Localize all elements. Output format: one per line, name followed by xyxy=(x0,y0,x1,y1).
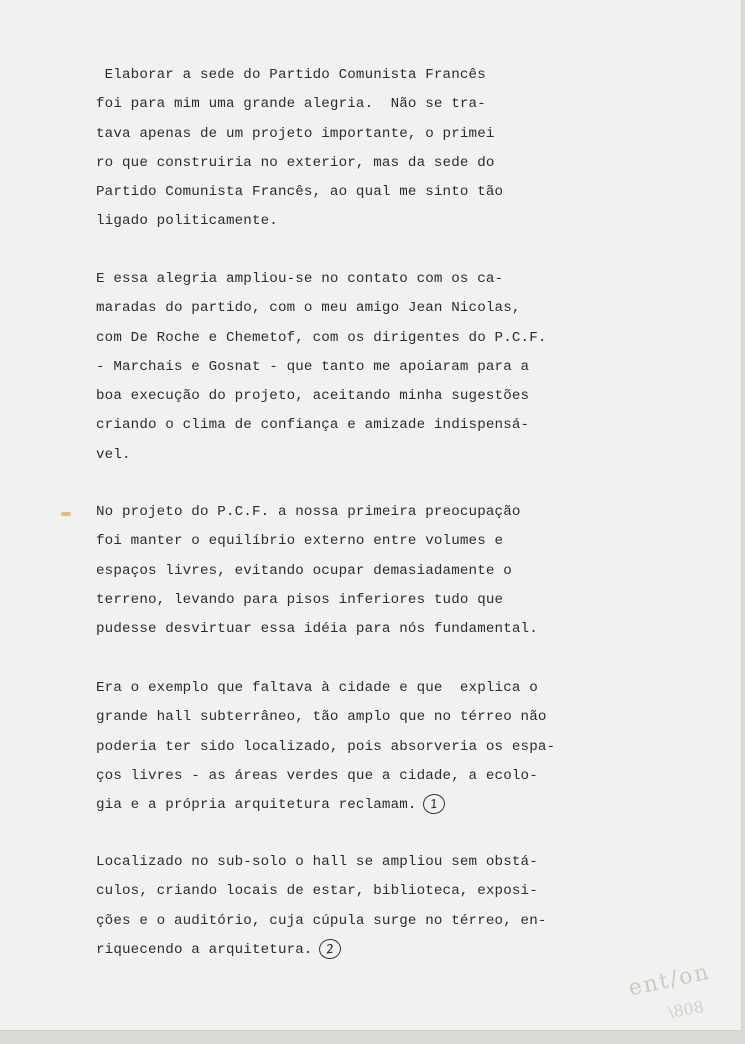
paragraph-4 xyxy=(96,674,555,820)
margin-note-2: \808 xyxy=(666,997,706,1022)
text-line: - Marchais e Gosnat - que tanto me apoiaram para a xyxy=(96,358,530,375)
text-line: maradas do partido, com o meu amigo Jean Nicolas, xyxy=(96,300,521,317)
text-line: foi manter o equilíbrio externo entre volumes e xyxy=(96,533,504,550)
footnote-mark-1: 1 xyxy=(421,793,446,816)
text-line: Localizado no sub-solo o hall se ampliou sem obstá- xyxy=(96,854,538,870)
text-line: ligado politicamente. xyxy=(96,213,278,230)
text-line: foi para mim uma grande alegria. Não se tra- xyxy=(96,96,486,113)
footnote-mark-2: 2 xyxy=(317,938,342,961)
text-line: boa execução do projeto, aceitando minha sugestões xyxy=(96,388,530,405)
text-line: No projeto do P.C.F. a nossa primeira preocupação xyxy=(96,504,521,520)
paragraph-3 xyxy=(96,498,538,644)
text-line: ro que construiria no exterior, mas da sede do xyxy=(96,154,495,171)
text-line: culos, criando locais de estar, biblioteca, exposi- xyxy=(96,883,538,900)
text-line: tava apenas de um projeto importante, o primei xyxy=(96,125,495,142)
text-line: terreno, levando para pisos inferiores tudo que xyxy=(96,591,504,608)
text-line: com De Roche e Chemetof, com os dirigentes do P.C.F. xyxy=(96,329,547,346)
highlighter-dot xyxy=(61,512,71,516)
text-line: grande hall subterrâneo, tão amplo que no térreo não xyxy=(96,709,547,726)
text-line: Elaborar a sede do Partido Comunista Francês xyxy=(96,67,486,83)
text-line: ços livres - as áreas verdes que a cidade, a ecolo- xyxy=(96,767,538,784)
paragraph-2 xyxy=(96,265,547,470)
text-line: poderia ter sido localizado, pois absorveria os espa- xyxy=(96,738,556,755)
paragraph-1 xyxy=(96,61,503,237)
text-line: criando o clima de confiança e amizade indispensá- xyxy=(96,417,530,434)
text-line: Era o exemplo que faltava à cidade e que explica o xyxy=(96,680,538,696)
text-line: vel. xyxy=(96,446,131,463)
text-line: gia e a própria arquitetura reclamam. xyxy=(96,797,417,814)
text-line: ções e o auditório, cuja cúpula surge no térreo, en- xyxy=(96,912,547,929)
margin-note: ent/on xyxy=(626,959,713,1002)
text-line: Partido Comunista Francês, ao qual me sinto tão xyxy=(96,184,504,201)
text-line: pudesse desvirtuar essa idéia para nós fundamental. xyxy=(96,621,538,638)
paragraph-5 xyxy=(96,848,547,965)
text-line: riquecendo a arquitetura. xyxy=(96,941,313,958)
text-line: E essa alegria ampliou-se no contato com os ca- xyxy=(96,271,504,287)
text-line: espaços livres, evitando ocupar demasiadamente o xyxy=(96,562,512,579)
